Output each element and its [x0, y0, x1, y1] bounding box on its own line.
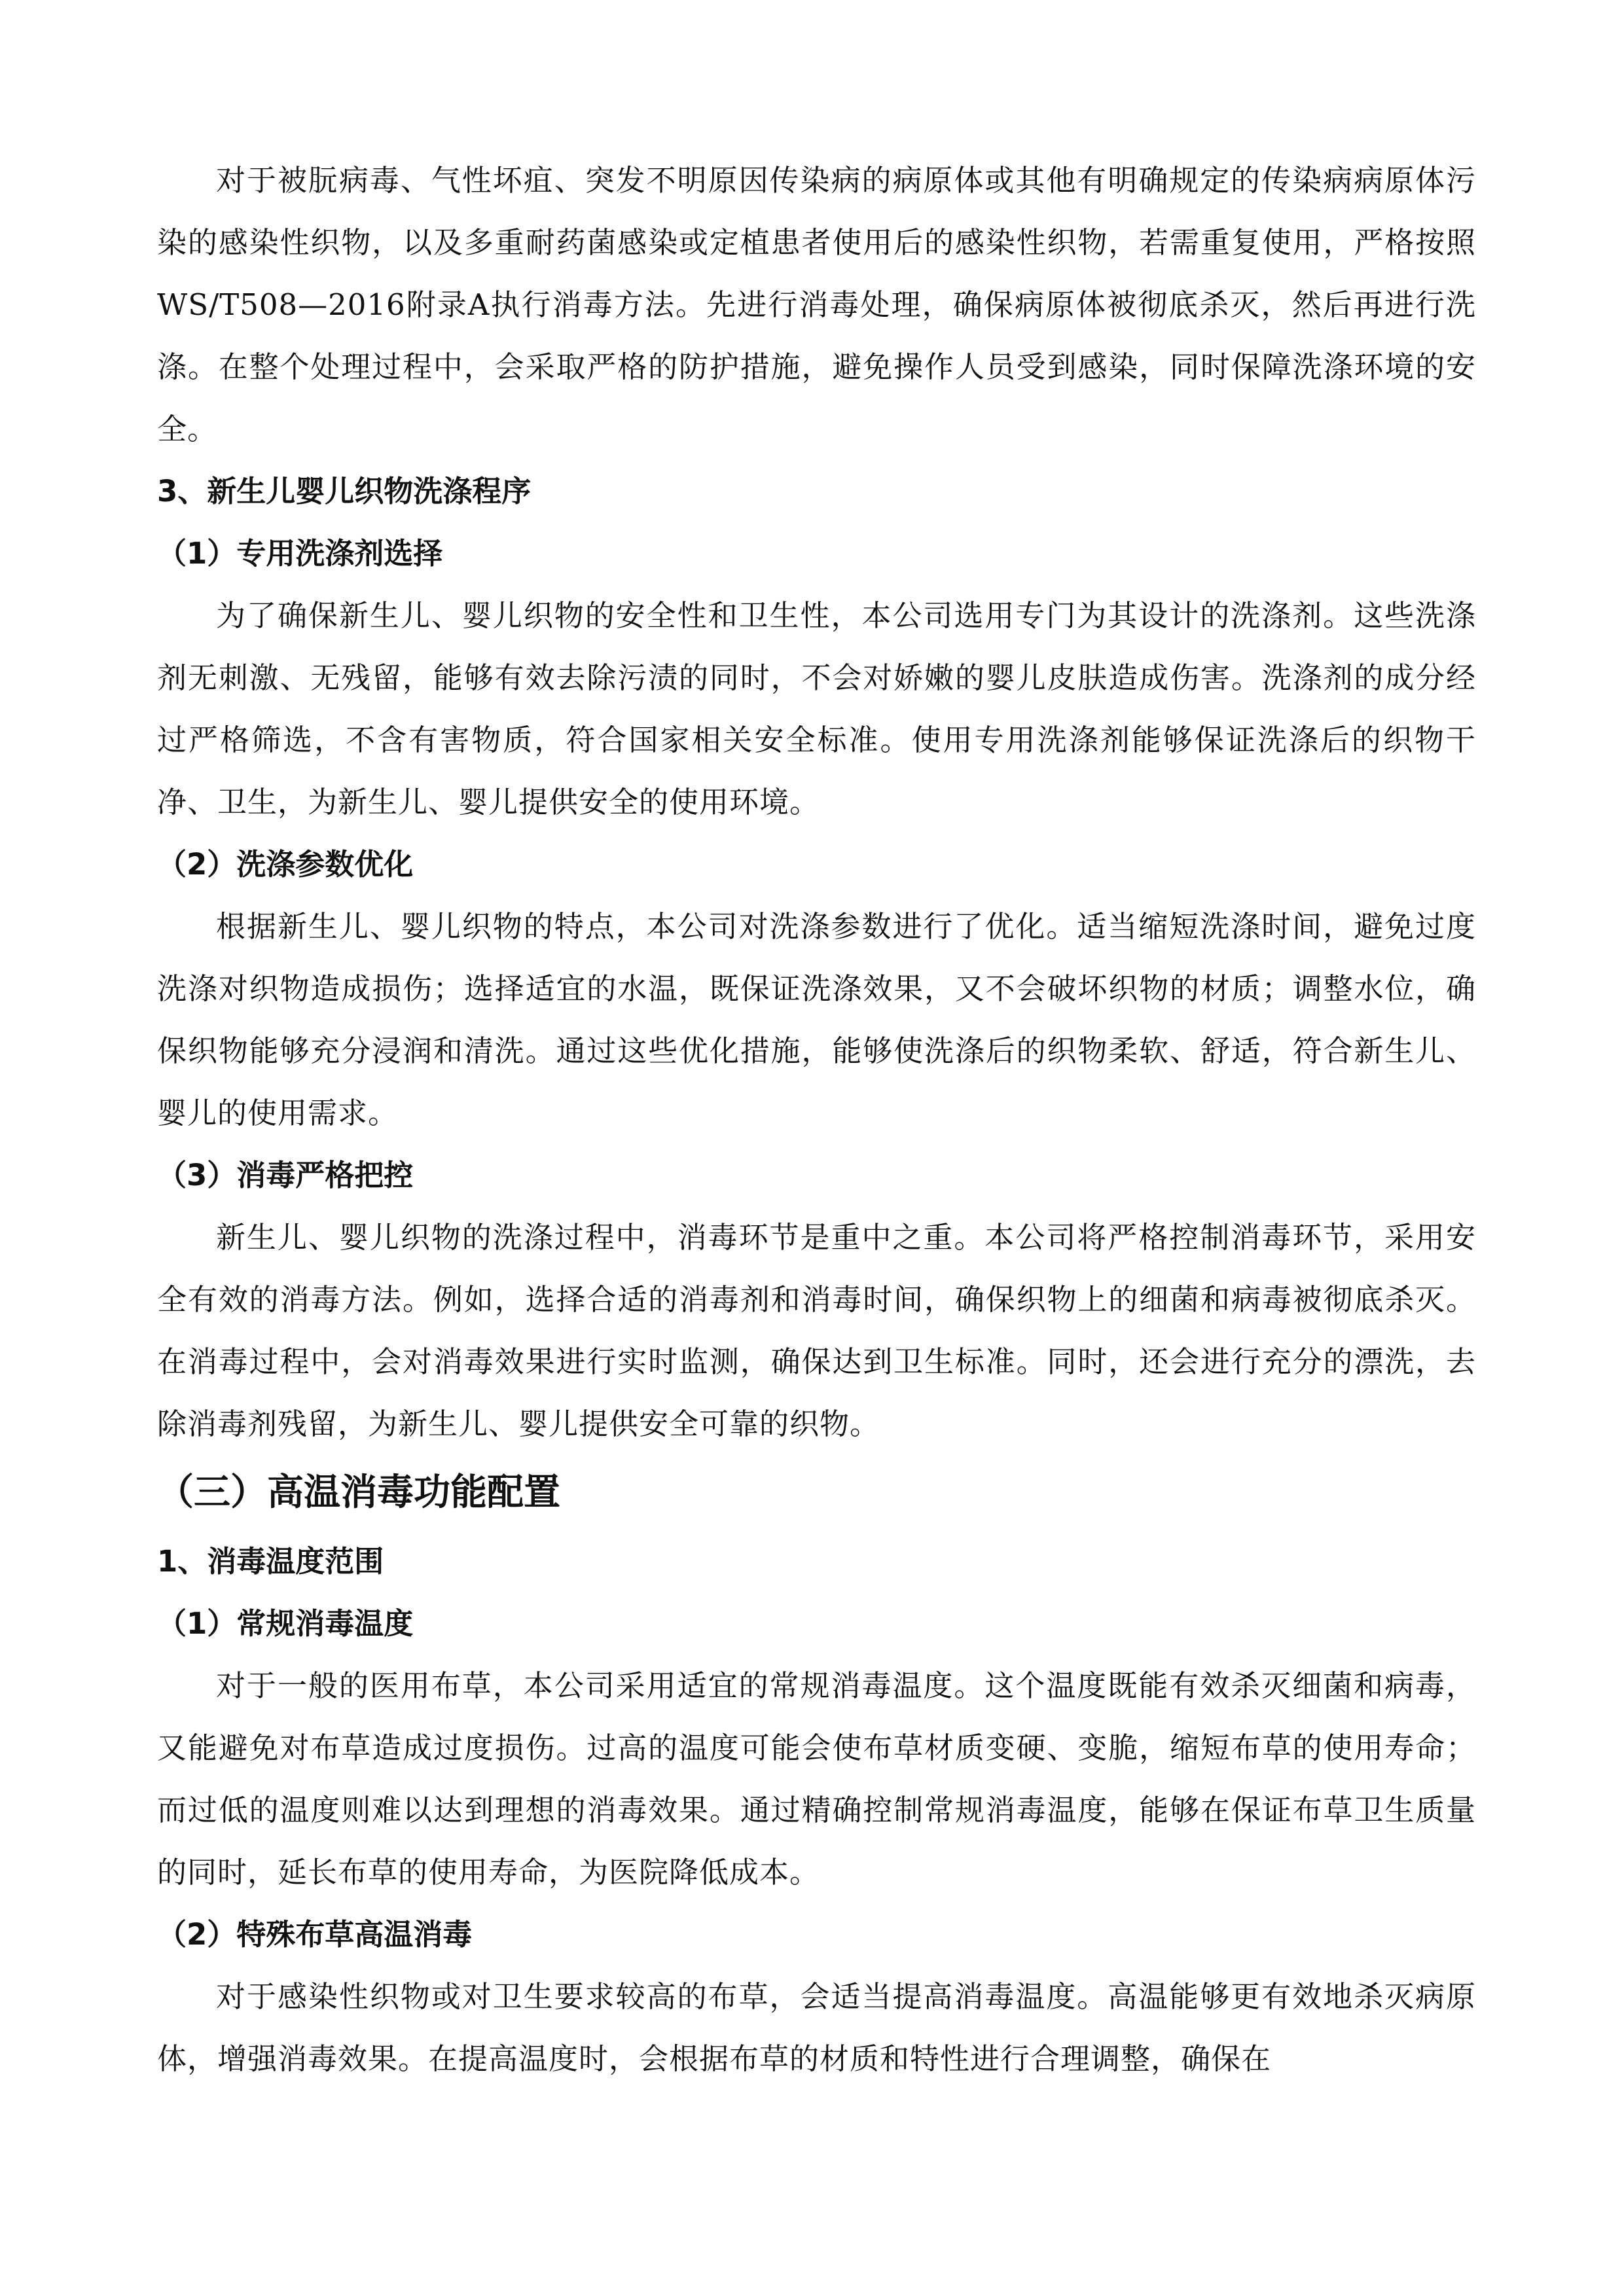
heading-special-detergent: （1）专用洗涤剂选择 — [157, 536, 443, 571]
paragraph-infectious-textiles: 对于被朊病毒、气性坏疽、突发不明原因传染病的病原体或其他有明确规定的传染病病原体污染的感染性织物，以及多重耐药菌感染或定植患者使用后的感染性织物，若需重复使用，严格按照WS/T508—2016附录A执行消毒方法。先进行消毒处理，确保病原体被彻底杀灭，然后再进行洗涤。在整个处理过程中，会采取严格的防护措施，避免操作人员受到感染，同时保障洗涤环境的安全。 — [157, 163, 1476, 446]
heading-washing-parameters: （2）洗涤参数优化 — [157, 847, 414, 882]
heading-special-high-temp: （2）特殊布草高温消毒 — [157, 1917, 473, 1952]
heading-regular-temperature: （1）常规消毒温度 — [157, 1606, 414, 1641]
paragraph-special-high-temp: 对于感染性织物或对卫生要求较高的布草，会适当提高消毒温度。高温能够更有效地杀灭病原体，增强消毒效果。在提高温度时，会根据布草的材质和特性进行合理调整，确保在 — [157, 1979, 1476, 2076]
paragraph-washing-parameters: 根据新生儿、婴儿织物的特点，本公司对洗涤参数进行了优化。适当缩短洗涤时间，避免过度洗涤对织物造成损伤；选择适宜的水温，既保证洗涤效果，又不会破坏织物的材质；调整水位，确保织物能够充分浸润和清洗。通过这些优化措施，能够使洗涤后的织物柔软、舒适，符合新生儿、婴儿的使用需求。 — [157, 909, 1476, 1130]
paragraph-special-detergent: 为了确保新生儿、婴儿织物的安全性和卫生性，本公司选用专门为其设计的洗涤剂。这些洗涤剂无刺激、无残留，能够有效去除污渍的同时，不会对娇嫩的婴儿皮肤造成伤害。洗涤剂的成分经过严格筛选，不含有害物质，符合国家相关安全标准。使用专用洗涤剂能够保证洗涤后的织物干净、卫生，为新生儿、婴儿提供安全的使用环境。 — [157, 598, 1476, 819]
heading-temperature-range: 1、消毒温度范围 — [157, 1544, 384, 1579]
paragraph-disinfection-control: 新生儿、婴儿织物的洗涤过程中，消毒环节是重中之重。本公司将严格控制消毒环节，采用安全有效的消毒方法。例如，选择合适的消毒剂和消毒时间，确保织物上的细菌和病毒被彻底杀灭。在消毒过程中，会对消毒效果进行实时监测，确保达到卫生标准。同时，还会进行充分的漂洗，去除消毒剂残留，为新生儿、婴儿提供安全可靠的织物。 — [157, 1220, 1476, 1441]
heading-high-temp-disinfection: （三）高温消毒功能配置 — [157, 1471, 560, 1514]
heading-disinfection-control: （3）消毒严格把控 — [157, 1158, 414, 1193]
document-content — [157, 149, 1476, 2090]
heading-newborn-washing-procedure: 3、新生儿婴儿织物洗涤程序 — [157, 474, 532, 509]
paragraph-regular-temperature: 对于一般的医用布草，本公司采用适宜的常规消毒温度。这个温度既能有效杀灭细菌和病毒，又能避免对布草造成过度损伤。过高的温度可能会使布草材质变硬、变脆，缩短布草的使用寿命；而过低的温度则难以达到理想的消毒效果。通过精确控制常规消毒温度，能够在保证布草卫生质量的同时，延长布草的使用寿命，为医院降低成本。 — [157, 1668, 1476, 1890]
